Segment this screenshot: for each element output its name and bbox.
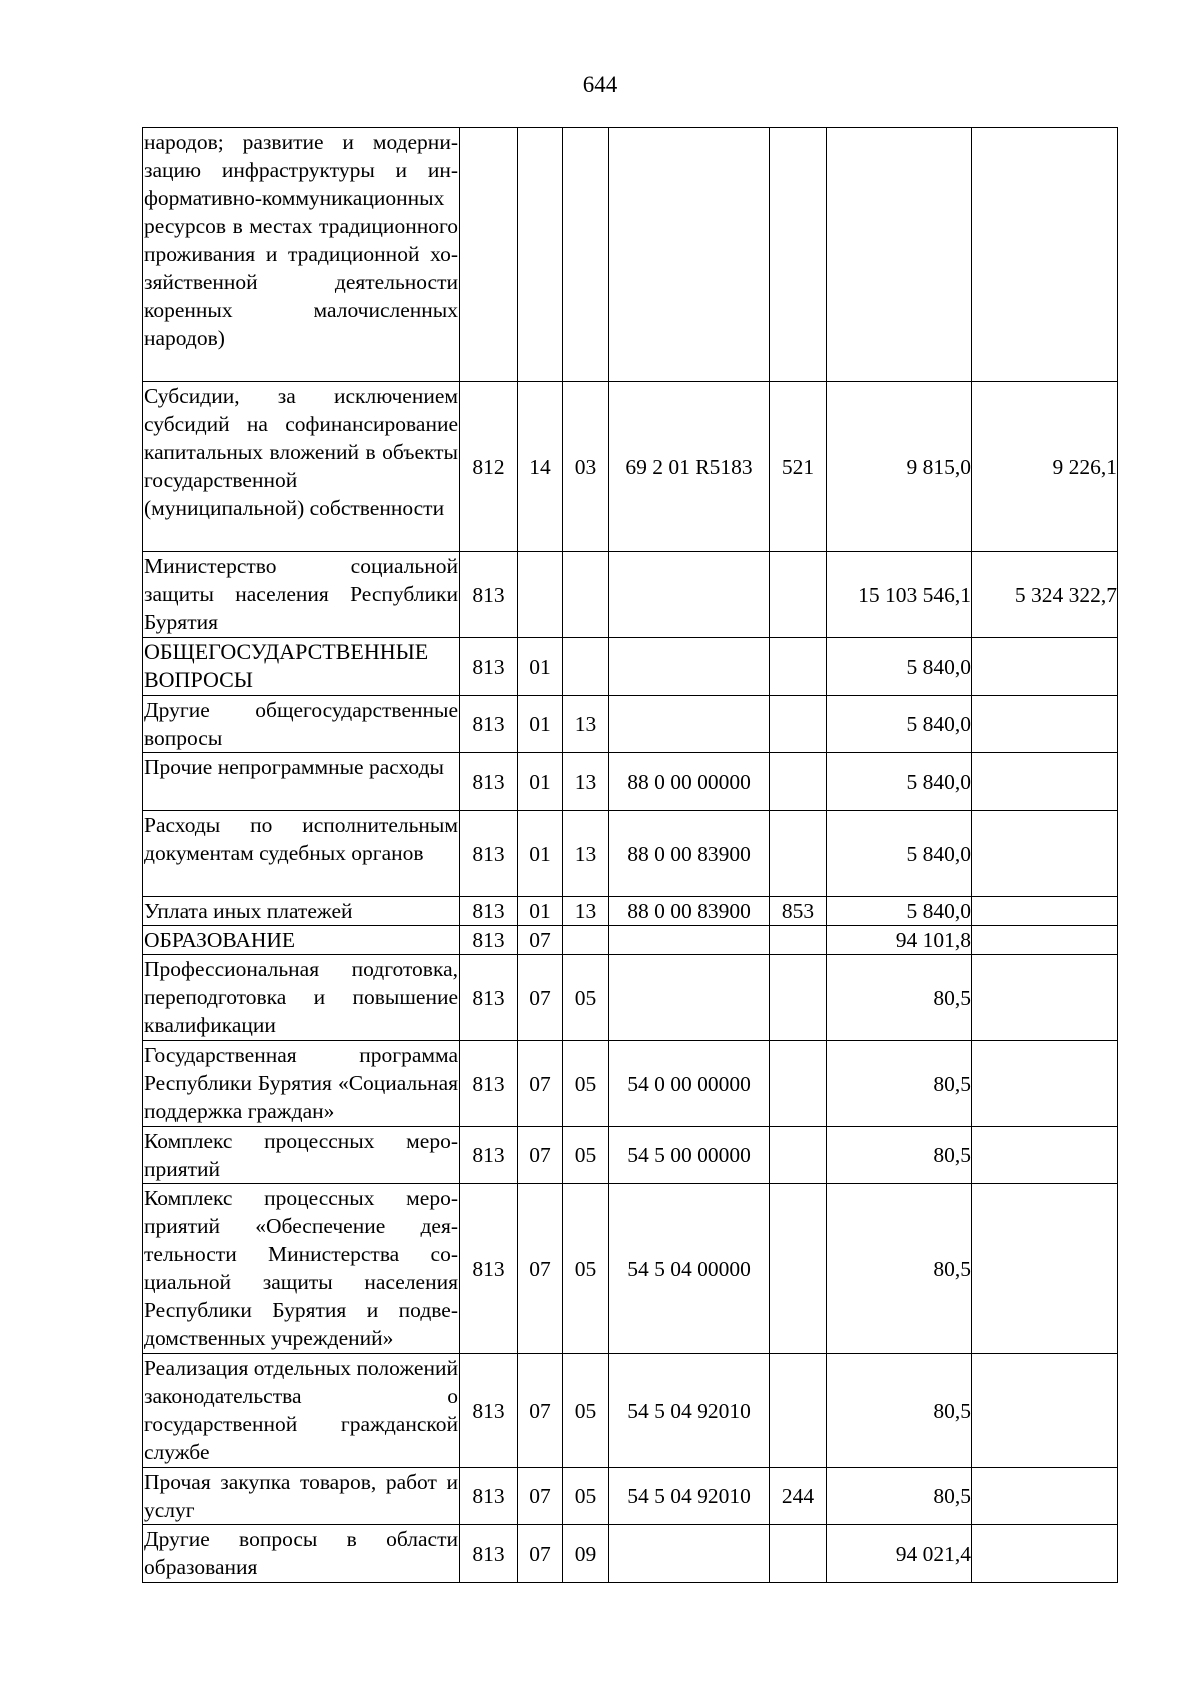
- expense-type-code: 521: [770, 382, 827, 552]
- amount-1: 80,5: [827, 1127, 972, 1184]
- amount-2: [972, 955, 1118, 1041]
- section-code: 07: [518, 926, 563, 955]
- table-row: [143, 897, 1118, 926]
- row-name: Прочие непрограммные расходы: [143, 753, 460, 811]
- section-code: 01: [518, 753, 563, 811]
- row-name: Комплекс процессных мероприятий: [143, 1127, 460, 1184]
- row-name: ОБРАЗОВАНИЕ: [143, 926, 460, 955]
- amount-2: 5 324 322,7: [972, 552, 1118, 638]
- ministry-code: 813: [460, 926, 518, 955]
- ministry-code: 813: [460, 1127, 518, 1184]
- target-article-code: 54 0 00 00000: [609, 1041, 770, 1127]
- target-article-code: 54 5 04 92010: [609, 1354, 770, 1468]
- ministry-code: 813: [460, 753, 518, 811]
- table-row: [143, 1041, 1118, 1127]
- section-code: 07: [518, 1127, 563, 1184]
- row-name: народов; развитие и модернизацию инфраструктуры и информативно-коммуникационных ресурсов в местах традиционного проживания и традиционной хозяйственной деятельности коренных малочисленных народов): [143, 128, 460, 382]
- subsection-code: [563, 926, 609, 955]
- ministry-code: 812: [460, 382, 518, 552]
- row-name: Расходы по исполнительным документам судебных органов: [143, 811, 460, 897]
- amount-1: 94 101,8: [827, 926, 972, 955]
- amount-2: [972, 1127, 1118, 1184]
- target-article-code: 54 5 04 92010: [609, 1468, 770, 1525]
- target-article-code: [609, 955, 770, 1041]
- section-code: 07: [518, 955, 563, 1041]
- section-code: 01: [518, 897, 563, 926]
- amount-1: 5 840,0: [827, 753, 972, 811]
- table-row: [143, 1184, 1118, 1354]
- amount-2: [972, 1184, 1118, 1354]
- subsection-code: 09: [563, 1525, 609, 1583]
- page-number: 644: [582, 72, 618, 97]
- subsection-code: 13: [563, 897, 609, 926]
- section-code: 14: [518, 382, 563, 552]
- subsection-code: 13: [563, 811, 609, 897]
- table-row: [143, 552, 1118, 638]
- amount-1: 5 840,0: [827, 811, 972, 897]
- section-code: 01: [518, 696, 563, 753]
- target-article-code: [609, 696, 770, 753]
- amount-2: [972, 1468, 1118, 1525]
- table-row: [143, 811, 1118, 897]
- subsection-code: 13: [563, 696, 609, 753]
- target-article-code: 54 5 04 00000: [609, 1184, 770, 1354]
- target-article-code: [609, 128, 770, 382]
- expense-type-code: [770, 1127, 827, 1184]
- section-code: 07: [518, 1525, 563, 1583]
- ministry-code: 813: [460, 696, 518, 753]
- expense-type-code: [770, 696, 827, 753]
- target-article-code: 88 0 00 83900: [609, 811, 770, 897]
- amount-1: 80,5: [827, 1041, 972, 1127]
- subsection-code: [563, 638, 609, 696]
- amount-1: 5 840,0: [827, 638, 972, 696]
- row-name: ОБЩЕГОСУДАРСТВЕННЫЕ ВОПРОСЫ: [143, 638, 460, 696]
- section-code: 07: [518, 1354, 563, 1468]
- expense-type-code: [770, 926, 827, 955]
- table-row: [143, 1468, 1118, 1525]
- expense-type-code: 853: [770, 897, 827, 926]
- ministry-code: [460, 128, 518, 382]
- subsection-code: 05: [563, 955, 609, 1041]
- expense-type-code: [770, 955, 827, 1041]
- budget-table-body: [143, 128, 1118, 1583]
- expense-type-code: [770, 1041, 827, 1127]
- expense-type-code: [770, 552, 827, 638]
- amount-1: 15 103 546,1: [827, 552, 972, 638]
- row-name: Профессиональная подготовка, переподготовка и повышение квалификации: [143, 955, 460, 1041]
- row-name: Уплата иных платежей: [143, 897, 460, 926]
- row-name: Другие общегосударственные вопросы: [143, 696, 460, 753]
- subsection-code: [563, 128, 609, 382]
- ministry-code: 813: [460, 1468, 518, 1525]
- row-name: Министерство социальной защиты населения Республики Бурятия: [143, 552, 460, 638]
- expense-type-code: [770, 811, 827, 897]
- amount-1: 5 840,0: [827, 696, 972, 753]
- subsection-code: 05: [563, 1354, 609, 1468]
- amount-2: [972, 897, 1118, 926]
- table-row: [143, 1354, 1118, 1468]
- amount-1: 80,5: [827, 955, 972, 1041]
- ministry-code: 813: [460, 638, 518, 696]
- subsection-code: 05: [563, 1041, 609, 1127]
- section-code: 01: [518, 811, 563, 897]
- subsection-code: 13: [563, 753, 609, 811]
- ministry-code: 813: [460, 1525, 518, 1583]
- row-name: Другие вопросы в области образования: [143, 1525, 460, 1583]
- amount-2: 9 226,1: [972, 382, 1118, 552]
- amount-2: [972, 753, 1118, 811]
- section-code: 01: [518, 638, 563, 696]
- row-name: Государственная программа Республики Бурятия «Социальная поддержка граждан»: [143, 1041, 460, 1127]
- ministry-code: 813: [460, 1041, 518, 1127]
- target-article-code: 88 0 00 00000: [609, 753, 770, 811]
- amount-2: [972, 1525, 1118, 1583]
- subsection-code: [563, 552, 609, 638]
- ministry-code: 813: [460, 1354, 518, 1468]
- row-name: Комплекс процессных мероприятий «Обеспечение деятельности Министерства социальной защиты населения Республики Бурятия и подведомственных учреждений»: [143, 1184, 460, 1354]
- amount-2: [972, 696, 1118, 753]
- subsection-code: 05: [563, 1468, 609, 1525]
- amount-2: [972, 926, 1118, 955]
- amount-1: 5 840,0: [827, 897, 972, 926]
- amount-1: [827, 128, 972, 382]
- expense-type-code: [770, 753, 827, 811]
- amount-2: [972, 638, 1118, 696]
- table-row: [143, 696, 1118, 753]
- table-row: [143, 638, 1118, 696]
- table-row: [143, 753, 1118, 811]
- subsection-code: 03: [563, 382, 609, 552]
- target-article-code: 88 0 00 83900: [609, 897, 770, 926]
- table-row: [143, 1525, 1118, 1583]
- expense-type-code: 244: [770, 1468, 827, 1525]
- ministry-code: 813: [460, 897, 518, 926]
- expense-type-code: [770, 128, 827, 382]
- table-row: [143, 1127, 1118, 1184]
- amount-1: 80,5: [827, 1354, 972, 1468]
- amount-1: 9 815,0: [827, 382, 972, 552]
- amount-1: 80,5: [827, 1184, 972, 1354]
- amount-2: [972, 811, 1118, 897]
- amount-1: 80,5: [827, 1468, 972, 1525]
- ministry-code: 813: [460, 1184, 518, 1354]
- row-name: Реализация отдельных положений законодательства о государственной гражданской службе: [143, 1354, 460, 1468]
- expense-type-code: [770, 1354, 827, 1468]
- section-code: 07: [518, 1468, 563, 1525]
- target-article-code: [609, 926, 770, 955]
- section-code: [518, 128, 563, 382]
- row-name: Субсидии, за исключением субсидий на софинансирование капитальных вложений в объекты государственной (муниципальной) собственности: [143, 382, 460, 552]
- table-row: [143, 955, 1118, 1041]
- row-name: Прочая закупка товаров, работ и услуг: [143, 1468, 460, 1525]
- ministry-code: 813: [460, 955, 518, 1041]
- target-article-code: [609, 1525, 770, 1583]
- target-article-code: 54 5 00 00000: [609, 1127, 770, 1184]
- table-row: [143, 382, 1118, 552]
- amount-2: [972, 128, 1118, 382]
- subsection-code: 05: [563, 1184, 609, 1354]
- target-article-code: [609, 552, 770, 638]
- section-code: [518, 552, 563, 638]
- ministry-code: 813: [460, 552, 518, 638]
- expense-type-code: [770, 638, 827, 696]
- table-row: [143, 128, 1118, 382]
- ministry-code: 813: [460, 811, 518, 897]
- target-article-code: 69 2 01 R5183: [609, 382, 770, 552]
- target-article-code: [609, 638, 770, 696]
- amount-2: [972, 1041, 1118, 1127]
- expense-type-code: [770, 1184, 827, 1354]
- table-row: [143, 926, 1118, 955]
- expense-type-code: [770, 1525, 827, 1583]
- section-code: 07: [518, 1184, 563, 1354]
- subsection-code: 05: [563, 1127, 609, 1184]
- amount-1: 94 021,4: [827, 1525, 972, 1583]
- budget-table: [142, 127, 1118, 1583]
- section-code: 07: [518, 1041, 563, 1127]
- amount-2: [972, 1354, 1118, 1468]
